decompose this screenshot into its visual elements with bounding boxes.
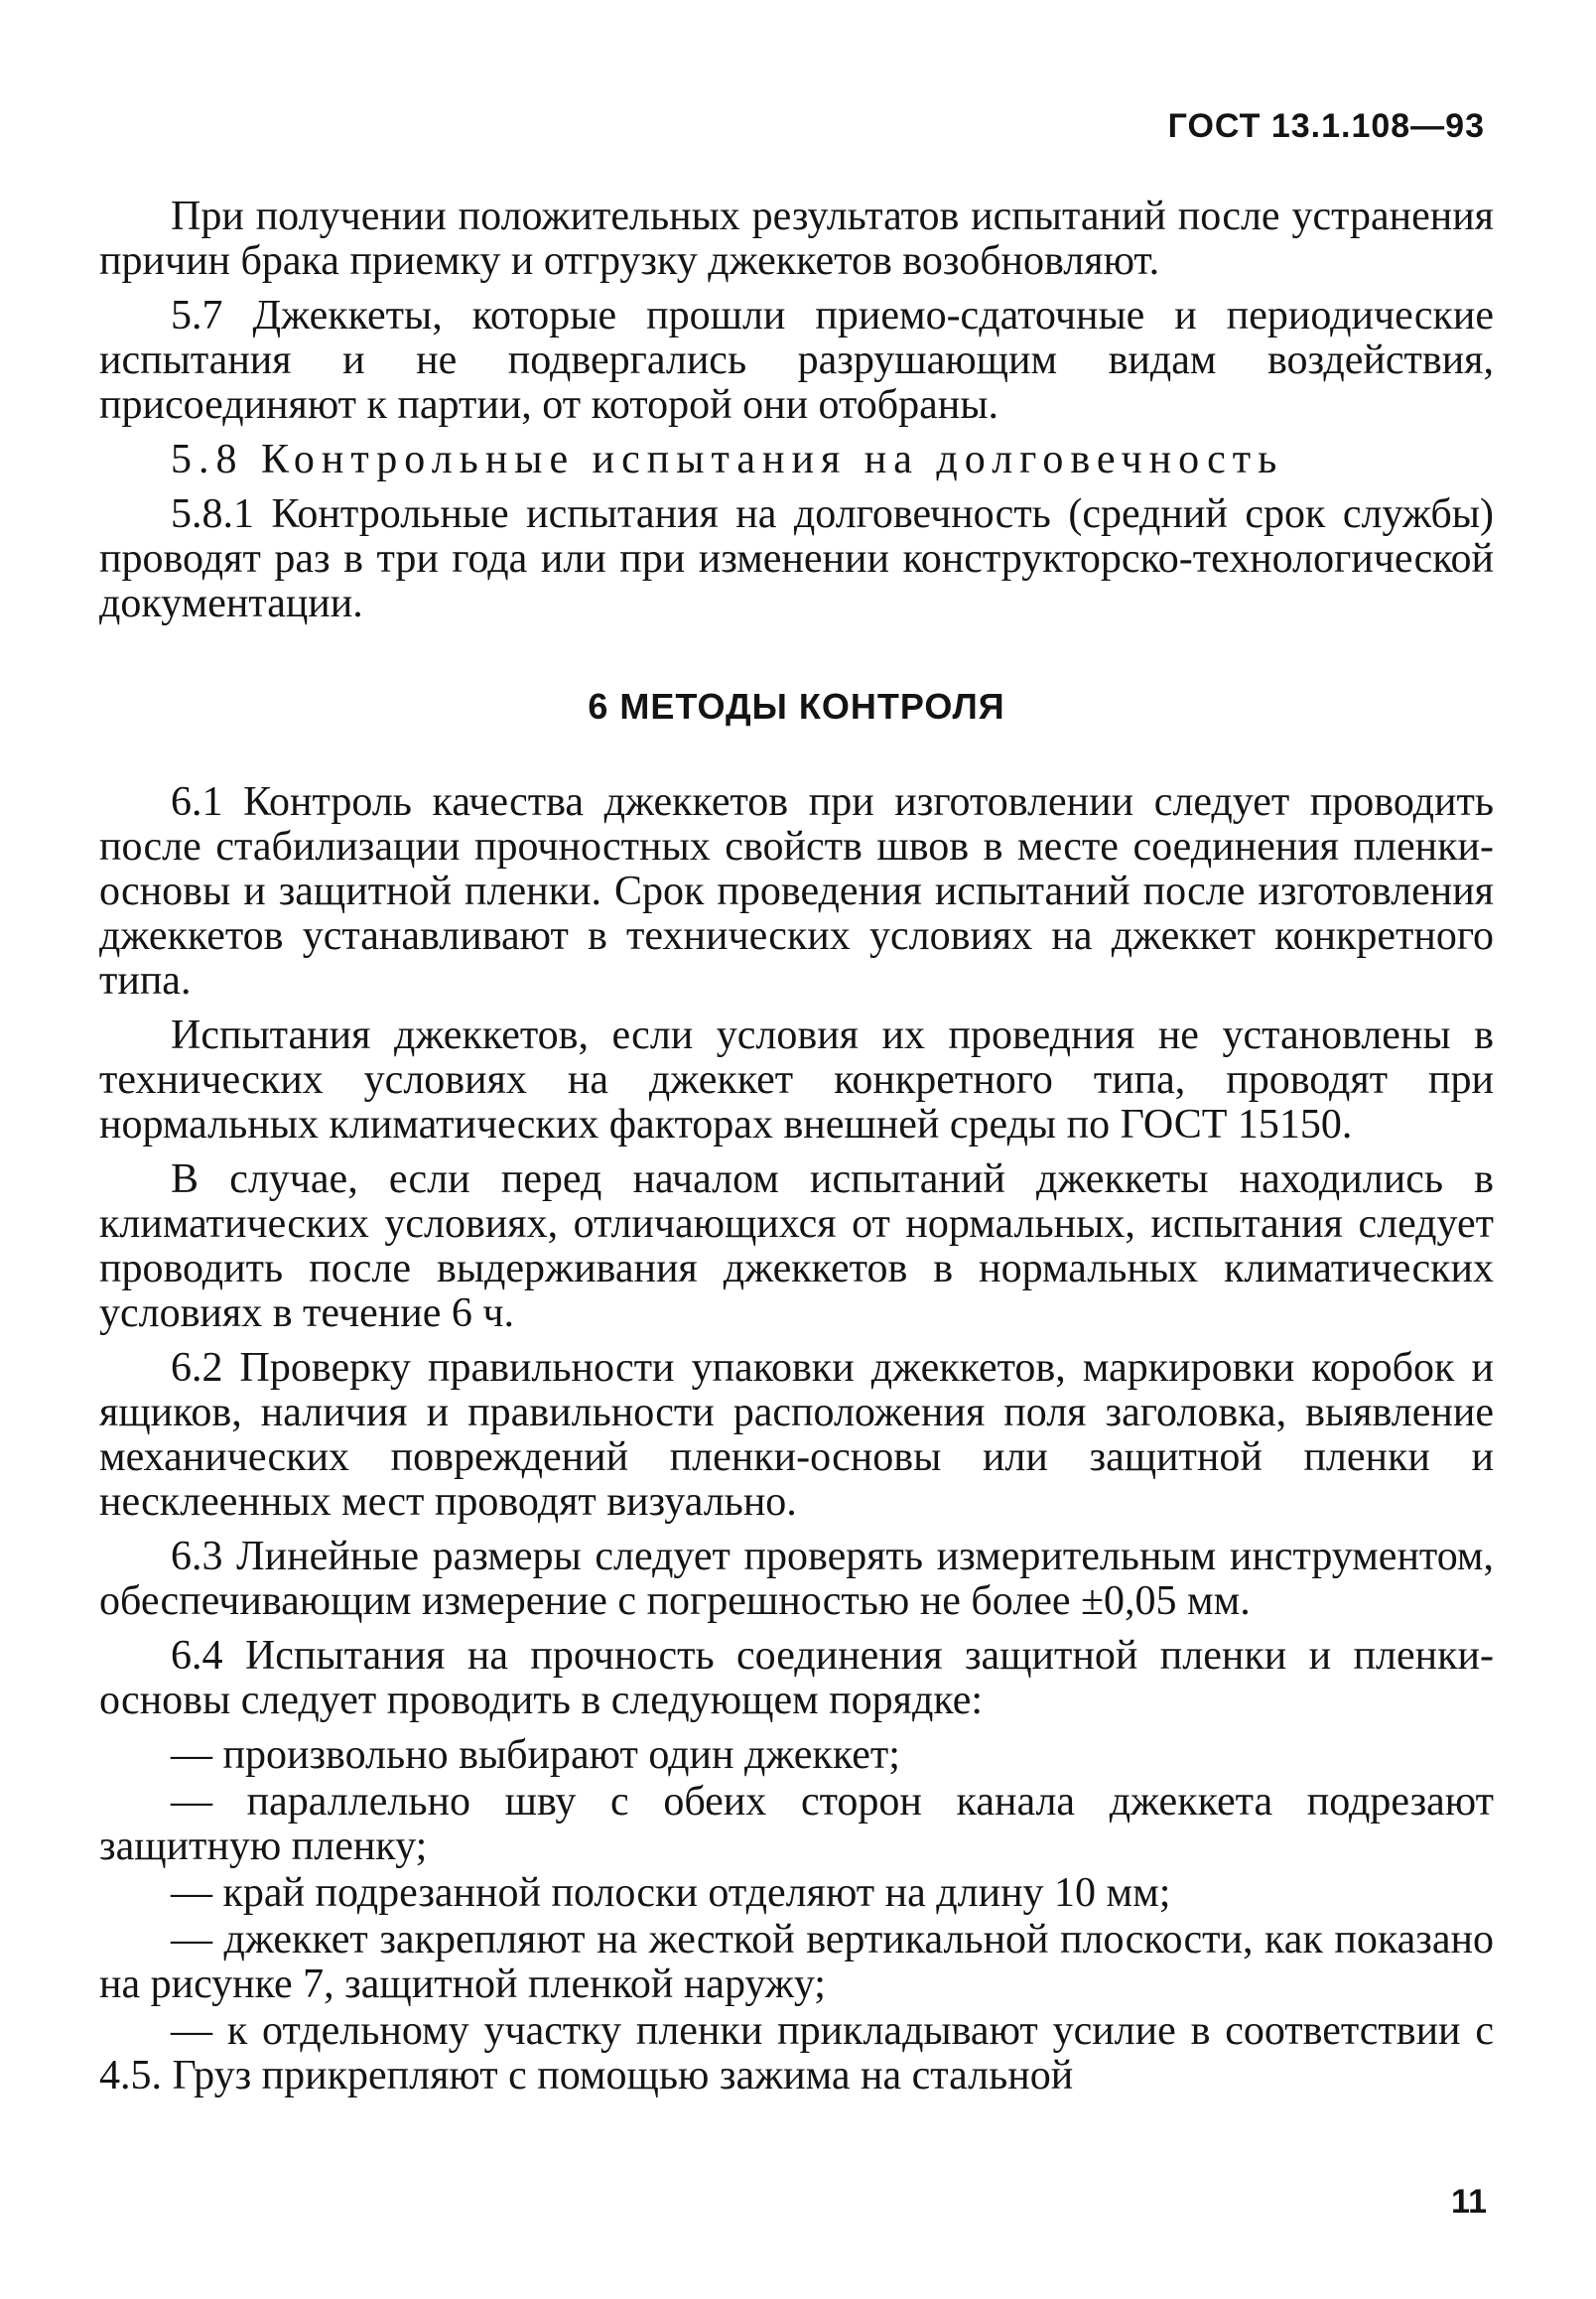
list-item: — джеккет закрепляют на жесткой вертикальной плоскости, как показано на рисунке 7, защитной пленкой наружу; <box>99 1917 1494 2007</box>
paragraph-5-8-1: 5.8.1 Контрольные испытания на долговечность (средний срок службы) проводят раз в три года или при изменении конструкторско-технологической документации. <box>99 491 1494 626</box>
paragraph-5-7: 5.7 Джеккеты, которые прошли приемо-сдаточные и периодические испытания и не подвергались разрушающим видам воздействия, присоединяют к партии, от которой они отобраны. <box>99 293 1494 428</box>
paragraph-6-4: 6.4 Испытания на прочность соединения защитной пленки и пленки-основы следует проводить в следующем порядке: <box>99 1633 1494 1723</box>
paragraph-test-conditions: Испытания джеккетов, если условия их проведния не установлены в технических условиях на джеккет конкретного типа, проводят при нормальных климатических факторах внешней среды по ГОСТ 15150. <box>99 1013 1494 1148</box>
heading-5-8: 5.8 Контрольные испытания на долговечность <box>171 437 1284 482</box>
page-body <box>99 195 1494 2100</box>
list-item: — край подрезанной полоски отделяют на длину 10 мм; <box>171 1870 1171 1916</box>
section-title: 6 МЕТОДЫ КОНТРОЛЯ <box>588 686 1005 727</box>
list-item: — к отдельному участку пленки прикладывают усилие в соответствии с 4.5. Груз прикрепляют с помощью зажима на стальной <box>99 2008 1494 2098</box>
paragraph-resume-shipment: При получении положительных результатов испытаний после устранения причин брака приемку и отгрузку джеккетов возобновляют. <box>99 194 1494 284</box>
paragraph-climatic-conditions: В случае, если перед началом испытаний джеккеты находились в климатических условиях, отличающихся от нормальных, испытания следует проводить после выдерживания джеккетов в нормальных климатических условиях в течение 6 ч. <box>99 1156 1494 1336</box>
page-header: ГОСТ 13.1.108—93 <box>1167 107 1485 145</box>
page-number: 11 <box>1451 2183 1487 2221</box>
paragraph-6-3: 6.3 Линейные размеры следует проверять измерительным инструментом, обеспечивающим измерение с погрешностью не более ±0,05 мм. <box>99 1534 1494 1624</box>
paragraph-6-2: 6.2 Проверку правильности упаковки джеккетов, маркировки коробок и ящиков, наличия и правильности расположения поля заголовка, выявление механических повреждений пленки-основы или защитной пленки и несклеенных мест проводят визуально. <box>99 1345 1494 1525</box>
list-item: — произвольно выбирают один джеккет; <box>171 1732 900 1778</box>
list-item: — параллельно шву с обеих сторон канала джеккета подрезают защитную пленку; <box>99 1779 1494 1869</box>
paragraph-6-1: 6.1 Контроль качества джеккетов при изготовлении следует проводить после стабилизации прочностных свойств швов в месте соединения пленки-основы и защитной пленки. Срок проведения испытаний после изготовления джеккетов устанавливают в технических условиях на джеккет конкретного типа. <box>99 779 1494 1004</box>
